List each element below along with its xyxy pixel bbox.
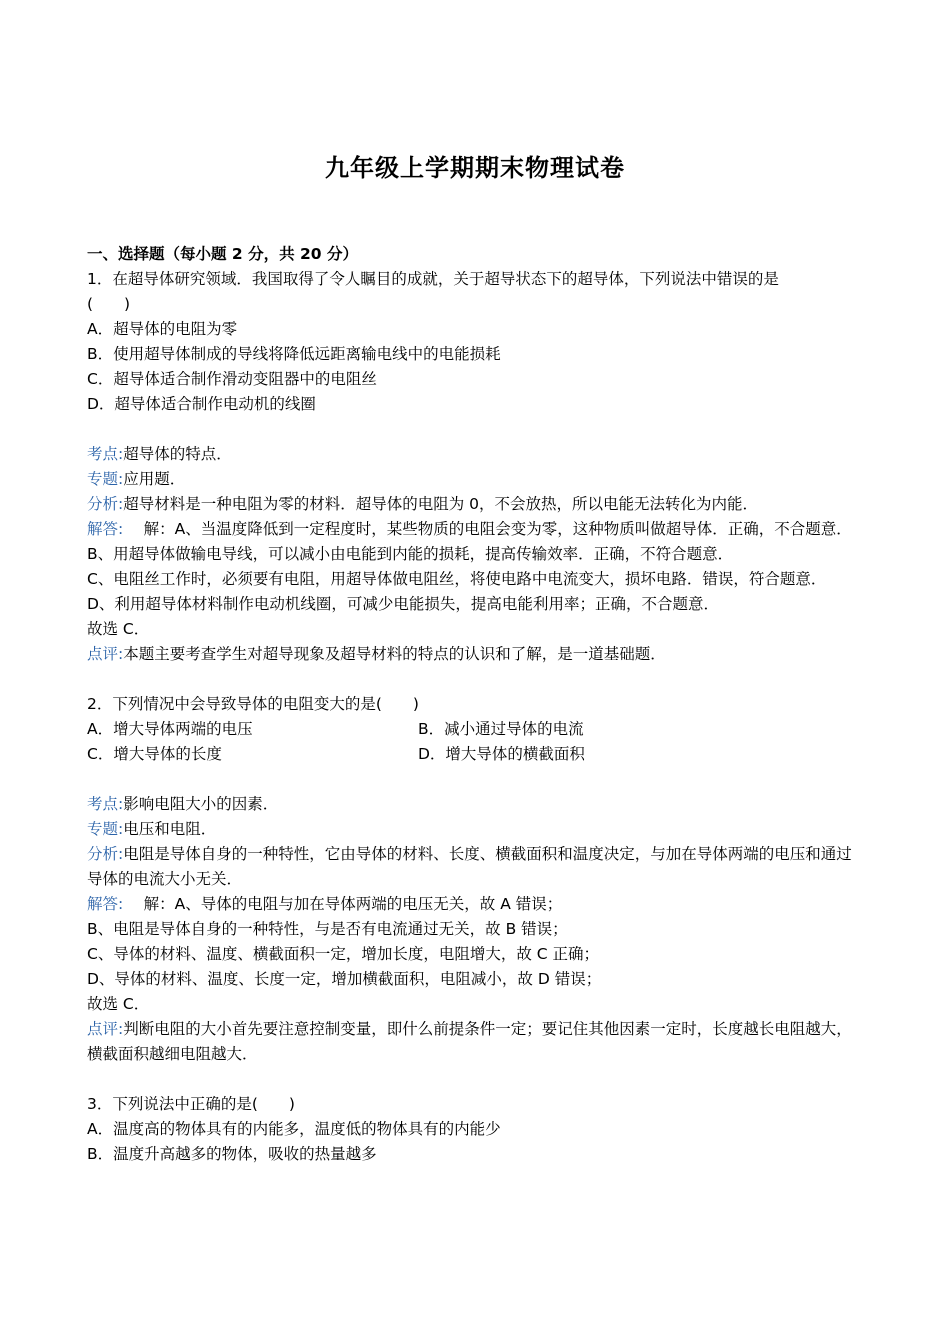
jieda-text: 解：A、当温度降低到一定程度时，某些物质的电阻会变为零，这种物质叫做超导体．正确，不合题意．: [123, 520, 852, 538]
option-d: D．增大导体的横截面积: [418, 745, 585, 763]
dianping-text: 判断电阻的大小首先要注意控制变量，即什么前提条件一定；要记住其他因素一定时，长度越长电阻越大，横截面积越细电阻越大．: [87, 1020, 852, 1063]
dianping-label: 点评:: [87, 645, 124, 663]
section-heading: 一、选择题（每小题 2 分，共 20 分）: [87, 245, 358, 263]
question-stem: 1．在超导体研究领域．我国取得了令人瞩目的成就，关于超导状态下的超导体，下列说法中错误的是: [87, 270, 779, 288]
fenxi-line: [87, 842, 862, 892]
answer-line: B、用超导体做输电导线，可以减小由电能到内能的损耗，提高传输效率．正确，不符合题意．: [87, 545, 734, 563]
fenxi-text: 电阻是导体自身的一种特性，它由导体的材料、长度、横截面积和温度决定，与加在导体两端的电压和通过导体的电流大小无关．: [87, 845, 852, 888]
option-b: B．减小通过导体的电流: [418, 720, 584, 738]
kaodian-line: [87, 792, 862, 817]
fenxi-line: [87, 492, 862, 517]
options-row: [87, 717, 862, 742]
kaodian-text: 影响电阻大小的因素．: [123, 795, 279, 813]
kaodian-text: 超导体的特点．: [123, 445, 232, 463]
answer-line: C、电阻丝工作时，必须要有电阻，用超导体做电阻丝，将使电路中电流变大，损坏电路．错误，符合题意．: [87, 570, 827, 588]
zhuanti-label: 专题:: [87, 470, 124, 488]
option-a: A．超导体的电阻为零: [87, 320, 238, 338]
jieda-line: [87, 892, 862, 917]
option-a: A．温度高的物体具有的内能多，温度低的物体具有的内能少: [87, 1120, 501, 1138]
question-stem: 2．下列情况中会导致导体的电阻变大的是( ): [87, 695, 419, 713]
option-a: A．增大导体两端的电压: [87, 720, 253, 738]
answer-line: D、利用超导体材料制作电动机线圈，可减少电能损失，提高电能利用率；正确，不合题意．: [87, 595, 719, 613]
question-1: [87, 267, 862, 667]
options-row: [87, 742, 862, 767]
zhuanti-label: 专题:: [87, 820, 124, 838]
option-d: D．超导体适合制作电动机的线圈: [87, 395, 316, 413]
answer-line: D、导体的材料、温度、长度一定，增加横截面积，电阻减小，故 D 错误；: [87, 970, 602, 988]
exam-content: [87, 242, 862, 1167]
answer-line: B、电阻是导体自身的一种特性，与是否有电流通过无关，故 B 错误；: [87, 920, 568, 938]
kaodian-label: 考点:: [87, 445, 124, 463]
jieda-label: 解答:: [87, 895, 124, 913]
question-2: [87, 692, 862, 1067]
answer-choice: 故选 C．: [87, 995, 150, 1013]
option-b: B．温度升高越多的物体，吸收的热量越多: [87, 1145, 377, 1163]
answer-choice: 故选 C．: [87, 620, 150, 638]
answer-line: C、导体的材料、温度、横截面积一定，增加长度，电阻增大，故 C 正确；: [87, 945, 600, 963]
page-title: 九年级上学期期末物理试卷: [325, 154, 625, 182]
question-stem: 3．下列说法中正确的是( ): [87, 1095, 295, 1113]
dianping-line: [87, 1017, 862, 1067]
jieda-text: 解：A、导体的电阻与加在导体两端的电压无关，故 A 错误；: [123, 895, 563, 913]
fenxi-label: 分析:: [87, 495, 124, 513]
dianping-label: 点评:: [87, 1020, 124, 1038]
zhuanti-text: 电压和电阻．: [123, 820, 217, 838]
zhuanti-line: [87, 467, 862, 492]
option-c: C．超导体适合制作滑动变阻器中的电阻丝: [87, 370, 377, 388]
zhuanti-text: 应用题．: [123, 470, 186, 488]
question-paren: ( ): [87, 295, 131, 313]
dianping-text: 本题主要考查学生对超导现象及超导材料的特点的认识和了解，是一道基础题．: [123, 645, 666, 663]
option-b: B．使用超导体制成的导线将降低远距离输电线中的电能损耗: [87, 345, 501, 363]
kaodian-line: [87, 442, 862, 467]
kaodian-label: 考点:: [87, 795, 124, 813]
jieda-line: [87, 517, 862, 542]
option-c: C．增大导体的长度: [87, 745, 222, 763]
fenxi-label: 分析:: [87, 845, 124, 863]
dianping-line: [87, 642, 862, 667]
zhuanti-line: [87, 817, 862, 842]
question-3: [87, 1092, 862, 1167]
jieda-label: 解答:: [87, 520, 124, 538]
fenxi-text: 超导材料是一种电阻为零的材料．超导体的电阻为 0，不会放热，所以电能无法转化为内能．: [123, 495, 759, 513]
